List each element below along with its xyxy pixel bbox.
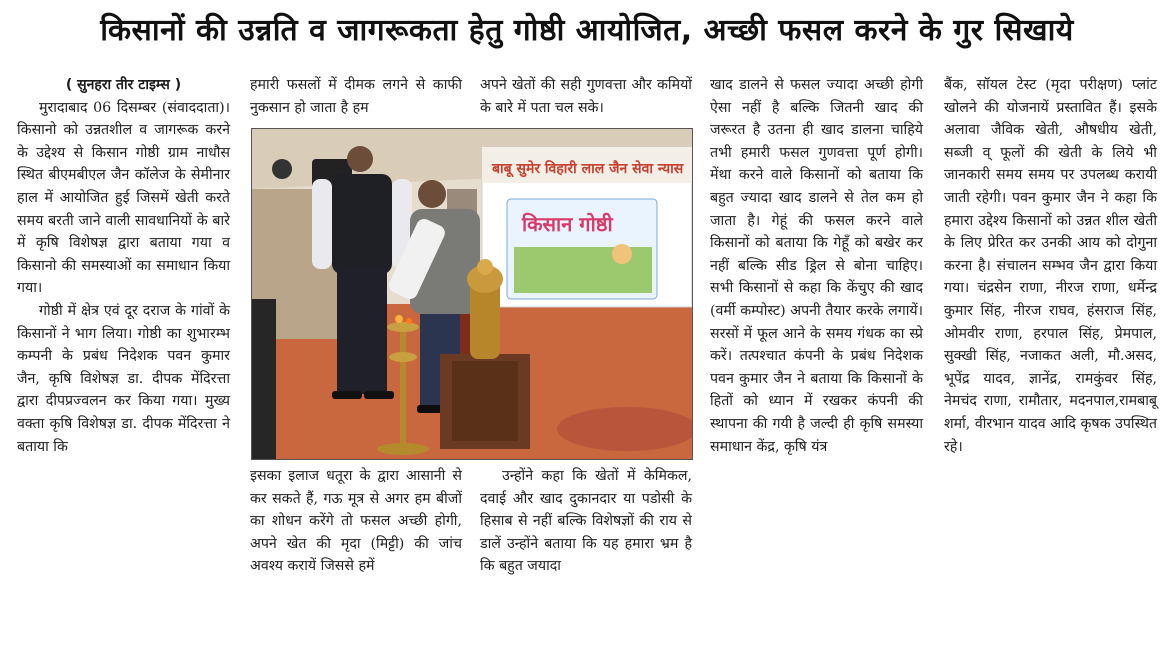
paragraph-c2-bottom: इसका इलाज धतूरा के द्वारा आसानी से कर सकते हैं, गऊ मूत्र से अगर हम बीजों का शोधन करेंगे तो फसल अच्छी होगी, अपने खेत की मृदा (मिट्टी) की जांच अवश्य करायें जिससे हमें (250, 468, 462, 575)
column-3-top (480, 74, 692, 119)
paragraph-c3-bottom: उन्होंने कहा कि खेतों में केमिकल, दवाई और खाद दुकानदार या पडोसी के हिसाब से नहीं बल्कि विशेषज्ञों की राय से डालें उन्होंने बताया कि यह हमारा भ्रम है कि बहुत जयादा (480, 468, 692, 575)
column-5 (944, 74, 1157, 458)
paragraph-c5: बैंक, सॉयल टेस्ट (मृदा परीक्षण) प्लांट खोलने की योजनायें प्रस्तावित हैं। इसके अलावा जैविक खेती, औषधीय खेती, सब्जी व् फूलों की खेती के लिये भी जानकारी समय समय पर उपलब्ध करायी जाती रहेगी। पवन कुमार जैन ने कहा कि हमारा उद्देश्य किसानों को उन्नत शील खेती के लिए प्रेरित कर उनकी आय को दोगुना करना है। संचालन सम्भव जैन द्वारा किया गया। चंद्रसेन राणा, नीरज राणा, धर्मेन्द्र कुमार सिंह, नीरज राघव, हंसराज सिंह, ओमवीर राणा, हरपाल सिंह, प्रेमपाल, सुक्खी सिंह, नजाकत अली, मौ.असद, भूपेंद्र यादव, ज्ञानेंद्र, रामकुंवर सिंह, नेमचंद राणा, रामौतार, मदनपाल,रामबाबू शर्मा, वीरभान यादव आदि कृषक उपस्थित रहे। (944, 77, 1157, 455)
headline: किसानों की उन्नति व जागरूकता हेतु गोष्ठी आयोजित, अच्छी फसल करने के गुर सिखाये (100, 13, 1074, 48)
paragraph-c3-top: अपने खेतों की सही गुणवत्ता और कमियों के बारे में पता चल सके। (480, 77, 692, 116)
column-2-top (250, 74, 462, 119)
paragraph-lead: मुरादाबाद 06 दिसम्बर (संवाददाता)। किसानो को उन्नतशील व जागरूक करने के उद्देश्य से किसान गोष्ठी ग्राम नाधौस स्थित बीएमबीएल जैन कॉलेज के सेमीनार हाल में आयोजित हुई जिसमें खेती करते समय बरती जाने वाली सावधानियों के बारे में कृषि विशेषज्ञ द्वारा बताया गया व किसानो की समस्याओं का समाधान किया गया। (17, 99, 230, 297)
column-4 (710, 74, 923, 458)
column-2-bottom (250, 465, 462, 578)
column-1 (17, 74, 230, 458)
banner-top-text: बाबू सुमेर विहारी लाल जैन सेवा न्यास (492, 161, 684, 177)
lamp-lighting-photo (252, 129, 692, 459)
paragraph-2: गोष्ठी में क्षेत्र एवं दूर दराज के गांवों के किसानों ने भाग लिया। गोष्ठी का शुभारम्भ कम्पनी के प्रबंध निदेशक पवन कुमार जैन, कृषि विशेषज्ञ डा. दीपक मेंदिरत्ता द्वारा दीपप्रज्वलन कर किया गया। मुख्य वक्ता कृषि विशेषज्ञ डा. दीपक मेंदिरत्ता ने बताया कि (17, 302, 230, 455)
paragraph-c2-top: हमारी फसलों में दीमक लगने से काफी नुकसान हो जाता है हम (250, 77, 462, 116)
byline: ( सुनहरा तीर टाइम्स ) (65, 77, 182, 93)
banner-title-text: किसान गोष्ठी (522, 212, 613, 236)
paragraph-c4: खाद डालने से फसल ज्यादा अच्छी होगी ऐसा नहीं है बल्कि जितनी खाद की जरूरत है उतना ही खाद डालना चाहिये तभी हमारी फसल गुणवत्ता पूर्ण होगी। मेंथा करने वाले किसानों को बताया कि बहुत ज्यादा खाद डालने से तेल कम हो जाता है। गेहूं की फसल करने वाले किसानों को बताया कि गेहूँ को बखेर कर नहीं बल्कि सीड ड्रिल से बोना चाहिए। सभी किसानों से कहा कि केंचुए की खाद (वर्मी कम्पोस्ट) अपनी तैयार करके लगायें। सरसों में फूल आने के समय गंधक का स्प्रे करें। तत्पश्चात कंपनी के प्रबंध निदेशक पवन कुमार जैन ने बताया कि किसानों के हितों को ध्यान में रखकर कंपनी की स्थापना की गयी है जल्दी ही कृषि समस्या समाधान केंद्र, कृषि यंत्र (710, 77, 923, 455)
column-3-bottom (480, 465, 692, 578)
news-photo (251, 128, 693, 460)
